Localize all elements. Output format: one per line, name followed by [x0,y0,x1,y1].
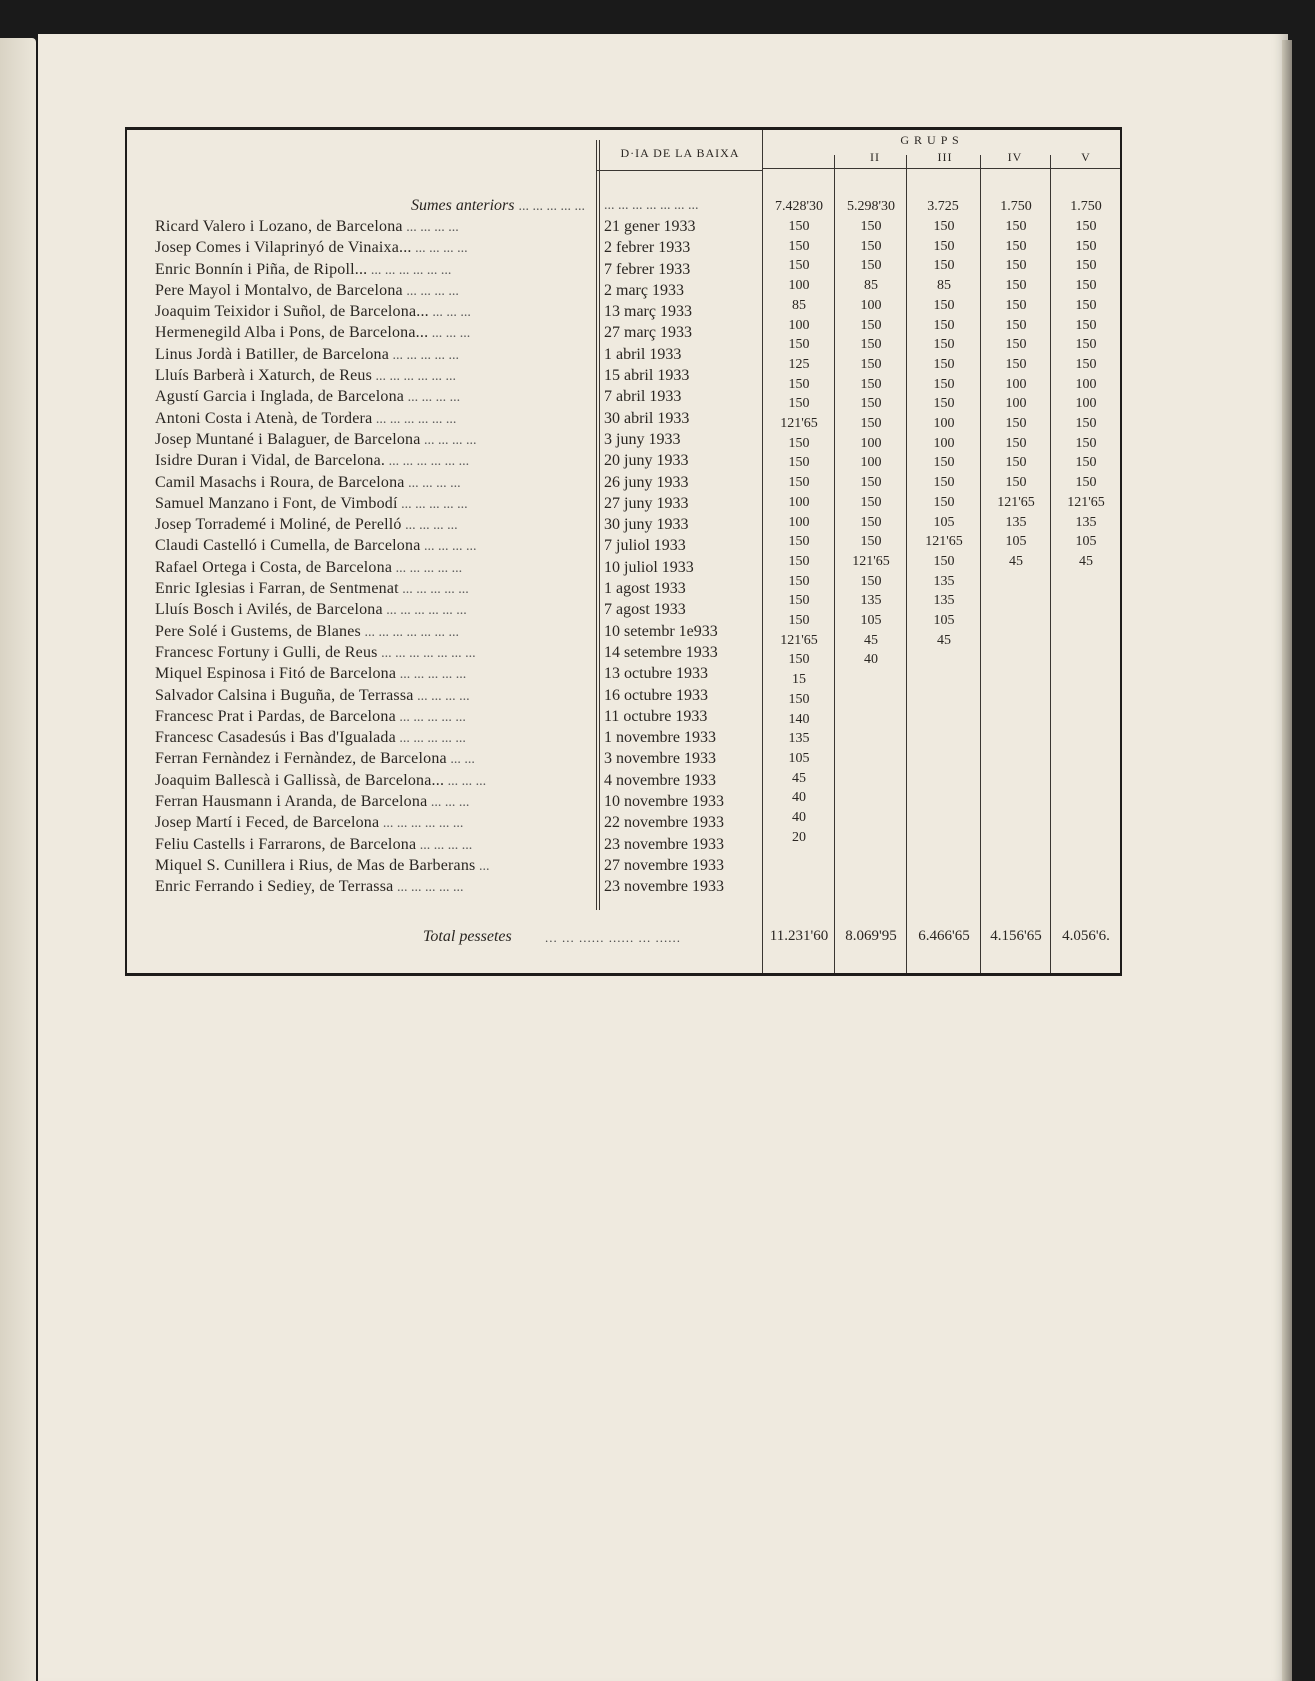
cell-value: 150 [788,376,810,392]
row-date: 22 novembre 1933 [604,814,724,832]
cell-value: 150 [1005,297,1027,313]
num-col-sep-2 [834,155,835,973]
row-name: Josep Comes i Vilaprinyó de Vinaixa... [155,239,412,257]
row-date: 1 agost 1933 [604,580,686,598]
cell-value: 150 [788,573,810,589]
cell-value: 150 [1005,475,1027,491]
num-col-sep-1 [762,130,763,973]
carry-value-5: 1.750 [1070,199,1102,214]
cell-value: 121'65 [852,553,890,569]
row-dots: ... ... ... ... ... [395,731,466,747]
cell-value: 150 [860,573,882,589]
cell-value: 150 [1075,278,1097,294]
table-right-rule [1120,127,1122,976]
cell-value: 150 [1005,416,1027,431]
table-row [155,599,585,620]
row-name: Agustí Garcia i Inglada, de Barcelona [155,388,405,406]
num-col-sep-5 [1050,155,1051,973]
carry-row [155,195,585,216]
cell-value: 150 [1075,317,1097,333]
table-row [155,386,585,407]
row-name: Rafael Ortega i Costa, de Barcelona [155,558,393,576]
row-dots: ... ... ... ... ... [393,880,464,896]
cell-value: 150 [860,238,882,254]
cell-value: 150 [1075,416,1097,431]
row-dots: ... ... ... ... ... ... [367,262,452,278]
cell-value: 150 [1075,455,1097,471]
row-dots: ... ... ... ... [411,241,468,257]
row-dots: ... ... ... ... ... ... [385,454,470,470]
cell-value: 135 [860,593,882,609]
row-date: 1 abril 1933 [604,345,682,363]
header-rule [762,168,1120,169]
row-name: Linus Jordà i Batiller, de Barcelona [155,345,390,363]
cell-value: 100 [933,435,955,451]
cell-value: 150 [933,376,955,392]
table-row [155,472,585,493]
row-dots: ... ... ... ... [404,390,461,406]
row-date: 3 novembre 1933 [604,750,716,768]
cell-value: 150 [1005,238,1027,254]
row-date: 1 novembre 1933 [604,729,716,747]
row-dots: ... ... ... ... [401,518,458,534]
row-date: 10 juliol 1933 [604,558,694,576]
table-row [155,408,585,429]
carry-value-2: 5.298'30 [846,199,896,214]
table-row [155,429,585,450]
cell-value: 150 [1075,356,1097,372]
cell-value: 150 [1005,455,1027,471]
cell-value: 150 [1005,337,1027,353]
cell-value: 100 [1005,396,1027,412]
cell-value: 150 [860,396,882,412]
row-date: 14 setembre 1933 [604,643,718,661]
table-row [155,365,585,386]
row-name: Francesc Casadesús i Bas d'Igualada [155,729,396,747]
row-dots: ... ... ... [428,326,471,342]
table-row [155,621,585,642]
row-date: 7 abril 1933 [604,388,682,406]
table-bottom-rule [125,973,1122,976]
cell-value: 135 [1075,514,1097,530]
row-name: Joaquim Teixidor i Suñol, de Barcelona... [155,303,429,321]
cell-value: 100 [1005,376,1027,392]
row-date: 3 juny 1933 [604,430,681,448]
cell-value: 150 [860,494,882,510]
date-col-sep [596,140,597,910]
cell-value: 150 [1075,337,1097,353]
cell-value: 45 [1079,553,1093,569]
total-dots: ... ... ...... ...... ... ...... [545,930,681,945]
total-value-4: 4.156'65 [990,928,1042,944]
cell-value: 150 [933,258,955,274]
row-dots: ... ... ... ... ... ... ... [360,624,459,640]
row-name: Enric Iglesias i Farran, de Sentmenat [155,580,399,598]
row-dots: ... ... ... ... ... ... ... [377,645,476,661]
cell-value: 150 [933,238,955,254]
cell-value: 150 [933,396,955,412]
cell-value: 45 [937,632,951,648]
table-row [155,557,585,578]
row-date: 10 setembr 1e933 [604,622,718,640]
cell-value: 105 [860,613,882,628]
table-row [155,578,585,599]
cell-value: 40 [792,810,806,825]
cell-value: 150 [1005,258,1027,274]
row-date: 27 juny 1933 [604,494,689,512]
cell-value: 150 [1075,435,1097,451]
row-date: 2 febrer 1933 [604,239,691,257]
cell-value: 150 [788,435,810,451]
row-dots: ... ... ... ... ... ... [372,369,457,385]
row-date: 20 juny 1933 [604,452,689,470]
cell-value: 150 [860,356,882,372]
row-dots: ... ... ... ... [416,837,473,853]
table-row [155,706,585,727]
cell-value: 85 [864,278,878,294]
carry-value-1: 7.428'30 [774,199,824,214]
row-date: 26 juny 1933 [604,473,689,491]
cell-value: 100 [1075,376,1097,392]
table-row [155,876,585,897]
cell-value: 150 [860,337,882,353]
row-date: 4 novembre 1933 [604,771,716,789]
row-dots: ... [475,858,490,874]
cell-value: 150 [788,652,810,668]
table-left-rule [125,127,127,976]
row-dots: ... ... ... ... ... [396,667,467,683]
row-name: Francesc Prat i Pardas, de Barcelona [155,707,396,725]
row-date: 27 març 1933 [604,324,692,342]
row-name: Enric Ferrando i Sediey, de Terrassa [155,878,394,896]
carry-label: Sumes anteriors [410,197,515,214]
cell-value: 150 [933,356,955,372]
row-name: Ricard Valero i Lozano, de Barcelona [155,218,403,235]
cell-value: 105 [1005,534,1027,550]
row-name: Claudi Castelló i Cumella, de Barcelona [155,537,421,555]
row-name: Joaquim Ballescà i Gallissà, de Barcelona... [155,771,445,789]
row-name: Enric Bonnín i Piña, de Ripoll... [155,260,368,278]
cell-value: 150 [860,258,882,274]
row-name: Antoni Costa i Atenà, de Tordera [155,409,373,427]
row-dots: ... ... ... [427,795,470,811]
row-name: Camil Masachs i Roura, de Barcelona [155,473,405,491]
cell-value: 121'65 [925,534,963,550]
header-rule-2 [596,170,762,171]
names-column [155,216,585,898]
cell-value: 105 [788,750,810,766]
row-name: Josep Muntané i Balaguer, de Barcelona [155,430,421,448]
cell-value: 150 [933,297,955,313]
table-row [155,493,585,514]
table-row [155,322,585,343]
cell-value: 121'65 [780,632,818,648]
row-dots: ... ... ... [444,773,487,789]
row-name: Samuel Manzano i Font, de Vimbodí [155,494,398,512]
col-header-ii: II [870,150,880,164]
cell-value: 45 [1009,553,1023,569]
table-row [155,216,585,237]
cell-value: 150 [933,494,955,510]
col-header-iv: IV [1007,150,1023,164]
row-name: Salvador Calsina i Buguña, de Terrassa [155,686,414,704]
row-dots: ... ... [446,752,475,768]
date-col-sep-2 [599,140,600,910]
table-row [155,344,585,365]
table-row [155,514,585,535]
cell-value: 150 [933,317,955,333]
cell-value: 121'65 [1067,494,1105,510]
row-dots: ... ... ... ... [420,432,477,448]
row-date: 30 abril 1933 [604,409,690,427]
row-name: Ferran Fernàndez i Fernàndez, de Barcelona [155,750,447,768]
cell-value: 150 [1075,219,1097,234]
row-dots: ... ... ... ... ... ... [379,816,464,832]
cell-value: 135 [933,593,955,609]
cell-value: 121'65 [780,416,818,431]
row-name: Feliu Castells i Farrarons, de Barcelona [155,835,417,853]
row-date: 23 novembre 1933 [604,835,724,853]
cell-value: 15 [792,672,806,688]
row-date: 30 juny 1933 [604,516,689,534]
row-date: 21 gener 1933 [604,218,696,235]
table-row [155,770,585,791]
table-row [155,727,585,748]
row-date: 27 novembre 1933 [604,856,724,874]
row-name: Miquel Espinosa i Fitó de Barcelona [155,665,397,683]
cell-value: 40 [864,652,878,668]
row-name: Ferran Hausmann i Aranda, de Barcelona [155,793,428,811]
total-value-3: 6.466'65 [918,928,970,944]
cell-value: 150 [1075,297,1097,313]
row-dots: ... ... ... ... [420,539,477,555]
cell-value: 105 [933,514,955,530]
cell-value: 150 [860,534,882,550]
row-dots: ... ... ... ... ... [395,709,466,725]
cell-value: 150 [788,238,810,254]
cell-value: 150 [1075,238,1097,254]
table-top-rule [125,127,1122,130]
cell-value: 150 [788,219,810,234]
table-row [155,748,585,769]
cell-value: 150 [788,258,810,274]
cell-value: 150 [788,337,810,353]
table-row [155,535,585,556]
cell-value: 135 [933,573,955,589]
cell-value: 150 [1005,278,1027,294]
row-dots: ... ... ... [428,305,471,321]
row-dots: ... ... ... ... ... [398,582,469,598]
date-column-header: D·IA DE LA BAIXA [620,146,740,160]
cell-value: 150 [860,514,882,530]
cell-value: 135 [1005,514,1027,530]
cell-value: 150 [788,613,810,628]
cell-value: 85 [937,278,951,294]
row-name: Pere Solé i Gustems, de Blanes [155,622,361,640]
cell-value: 140 [788,711,810,727]
cell-value: 100 [860,435,882,451]
row-name: Lluís Barberà i Xaturch, de Reus [155,367,373,385]
row-name: Hermenegild Alba i Pons, de Barcelona... [155,324,429,342]
page-edge-shadow [1282,40,1292,1681]
cell-value: 150 [1005,219,1027,234]
carry-date-dots: ... ... ... ... ... ... ... [604,198,699,213]
num-col-sep-4 [980,155,981,973]
row-date: 15 abril 1933 [604,367,690,385]
row-date: 16 octubre 1933 [604,686,708,704]
cell-value: 45 [864,632,878,648]
row-dots: ... ... ... ... [402,283,459,299]
cell-value: 150 [1005,317,1027,333]
row-dots: ... ... ... ... ... ... [372,411,457,427]
table-row [155,642,585,663]
cell-value: 125 [788,356,810,372]
carry-value-4: 1.750 [1000,199,1032,214]
cell-value: 100 [860,297,882,313]
cell-value: 100 [788,494,810,510]
row-name: Lluís Bosch i Avilés, de Barcelona [155,601,383,619]
table-row [155,301,585,322]
col-header-iii: III [937,150,953,164]
cell-value: 100 [788,317,810,333]
col-header-v: V [1081,150,1091,164]
cell-value: 100 [933,416,955,431]
num-col-sep-3 [906,155,907,973]
table-row [155,834,585,855]
total-value-1: 11.231'60 [769,928,829,944]
cell-value: 150 [860,475,882,491]
cell-value: 150 [860,416,882,431]
row-dots: ... ... ... ... ... [389,347,460,363]
cell-value: 150 [788,593,810,609]
row-name: Josep Torrademé i Moliné, de Perelló [155,516,402,534]
cell-value: 135 [788,731,810,747]
cell-value: 100 [788,278,810,294]
table-row [155,812,585,833]
row-dots: ... ... ... ... [404,475,461,491]
row-date: 10 novembre 1933 [604,793,724,811]
row-name: Miquel S. Cunillera i Rius, de Mas de Barberans [155,856,476,874]
cell-value: 40 [792,790,806,806]
cell-value: 150 [933,455,955,471]
row-name: Pere Mayol i Montalvo, de Barcelona [155,281,403,299]
total-value-2: 8.069'95 [845,928,897,944]
row-date: 23 novembre 1933 [604,878,724,896]
carry-dots: ... ... ... ... ... [518,199,585,214]
row-dots: ... ... ... ... ... ... [382,603,467,619]
cell-value: 105 [1075,534,1097,550]
cell-value: 150 [1075,258,1097,274]
table-row [155,685,585,706]
table-row [155,855,585,876]
cell-value: 150 [933,553,955,569]
cell-value: 150 [1005,356,1027,372]
row-dots: ... ... ... ... ... [397,496,468,512]
table-row [155,663,585,684]
row-dots: ... ... ... ... [413,688,470,704]
row-name: Francesc Fortuny i Gulli, de Reus [155,643,378,661]
cell-value: 105 [933,613,955,628]
table-row [155,280,585,301]
cell-value: 150 [788,396,810,412]
table-row [155,450,585,471]
dates-column [604,216,754,898]
total-label: Total pessetes [423,928,512,945]
cell-value: 100 [788,514,810,530]
cell-value: 150 [788,475,810,491]
cell-value: 150 [860,376,882,392]
cell-value: 150 [933,475,955,491]
cell-value: 150 [860,219,882,234]
cell-value: 121'65 [997,494,1035,510]
cell-value: 150 [788,455,810,471]
cell-value: 150 [1075,475,1097,491]
row-date: 13 octubre 1933 [604,665,708,683]
cell-value: 150 [788,691,810,707]
row-dots: ... ... ... ... [402,220,459,235]
table-row [155,237,585,258]
cell-value: 100 [860,455,882,471]
row-date: 2 març 1933 [604,281,684,299]
cell-value: 150 [860,317,882,333]
cell-value: 150 [1005,435,1027,451]
row-date: 13 març 1933 [604,303,692,321]
row-dots: ... ... ... ... ... [392,560,463,576]
cell-value: 85 [792,297,806,313]
previous-page-edge [0,38,36,1681]
cell-value: 150 [788,534,810,550]
cell-value: 100 [1075,396,1097,412]
cell-value: 150 [933,219,955,234]
cell-value: 20 [792,829,806,845]
row-date: 7 juliol 1933 [604,537,686,555]
row-name: Josep Martí i Feced, de Barcelona [155,814,380,832]
table-row [155,259,585,280]
row-name: Isidre Duran i Vidal, de Barcelona. [155,452,386,470]
total-value-5: 4.056'6. [1062,928,1110,944]
cell-value: 150 [788,553,810,569]
cell-value: 45 [792,770,806,786]
cell-value: 150 [933,337,955,353]
carry-value-3: 3.725 [927,199,959,214]
row-date: 7 agost 1933 [604,601,686,619]
row-date: 7 febrer 1933 [604,260,691,278]
row-date: 11 octubre 1933 [604,707,708,725]
grups-header: G R U P S [900,133,960,147]
table-row [155,791,585,812]
